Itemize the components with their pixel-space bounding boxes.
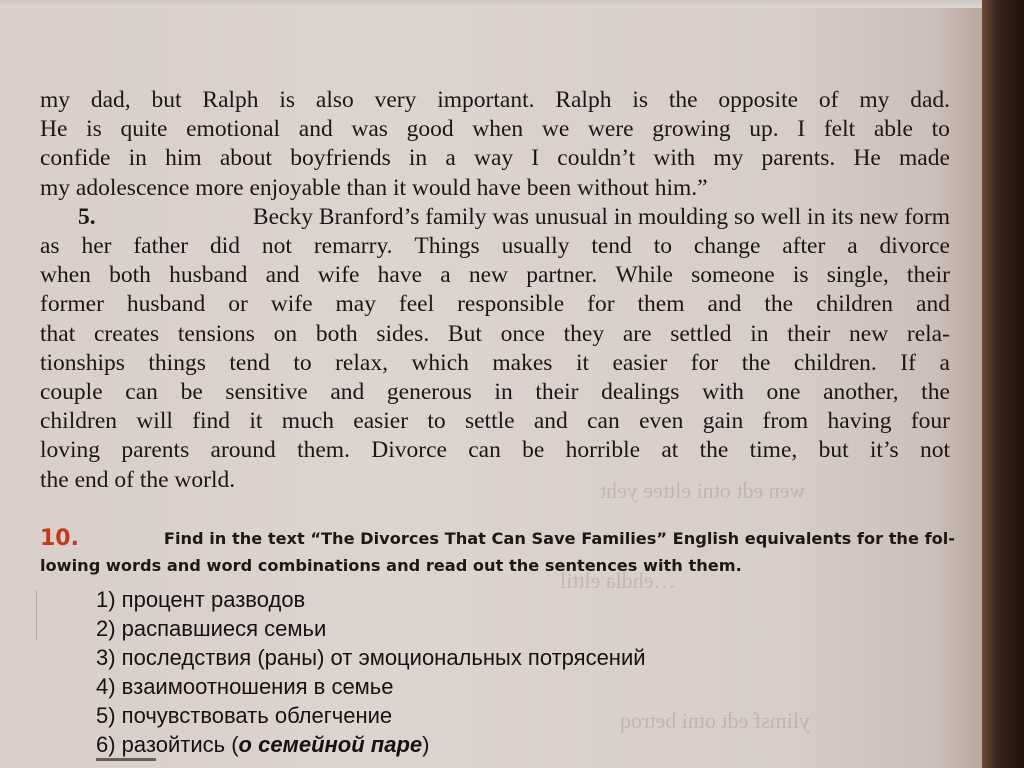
cut-off-line: [96, 758, 156, 768]
exercise-instructions: [40, 525, 955, 579]
text-line: my adolescence more enjoyable than it would have been without him.”: [40, 174, 708, 201]
list-item: 1) процент разводов: [96, 587, 306, 612]
text-line: when both husband and wife have a new partner. While someone is single, their: [40, 262, 950, 289]
text-line: confide in him about boyfriends in a way I couldn’t with my parents. He made: [40, 145, 950, 172]
text-line: former husband or wife may feel responsible for them and the children and: [40, 291, 950, 318]
text-line: the end of the world.: [40, 466, 236, 493]
show-through-text: wen edt otni elttee yeht: [600, 478, 806, 503]
exercise-number: 10.: [40, 526, 79, 551]
section-5-first-line: 5. Becky Branford’s family was unusual in moulding so well in its new form: [40, 203, 950, 232]
text-line: that creates tensions on both sides. But once they are settled in their new rela-: [40, 320, 950, 347]
list-item: 6) разойтись (о семейной паре): [96, 732, 430, 757]
text-line: children will find it much easier to settle and can even gain from having four: [40, 408, 950, 435]
text-line: He is quite emotional and was good when we were growing up. I felt able to: [40, 116, 950, 143]
page-top-edge: [0, 0, 982, 8]
text-line: my dad, but Ralph is also very important. Ralph is the opposite of my dad.: [40, 87, 950, 113]
text-line: tionships things tend to relax, which makes it easier for the children. If a: [40, 349, 950, 376]
list-item: 4) взаимоотношения в семье: [96, 674, 394, 699]
text-line: loving parents around them. Divorce can be horrible at the time, but it’s not: [40, 437, 950, 464]
body-text: [40, 86, 950, 495]
exercise-line: lowing words and word combinations and read out the sentences with them.: [40, 556, 742, 575]
pencil-mark: [36, 590, 53, 640]
book-spine-shadow: [982, 0, 1024, 768]
text-line: as her father did not remarry. Things usually tend to change after a divorce: [40, 233, 950, 260]
list-item: 5) почувствовать облегчение: [96, 703, 393, 728]
exercise-line: 10. Find in the text “The Divorces That Can Save Families” English equivalents for the fol-: [40, 526, 955, 551]
show-through-text: ylimsf edt otni betroq: [620, 708, 811, 733]
show-through-text: …ehdla elttil: [560, 568, 676, 593]
text-line: couple can be sensitive and generous in their dealings with one another, the: [40, 379, 950, 406]
section-number: 5.: [78, 203, 96, 230]
list-item: 2) распавшиеся семьи: [96, 616, 327, 641]
vocabulary-list: [96, 585, 646, 759]
list-item: 3) последствия (раны) от эмоциональных потрясений: [96, 645, 646, 670]
